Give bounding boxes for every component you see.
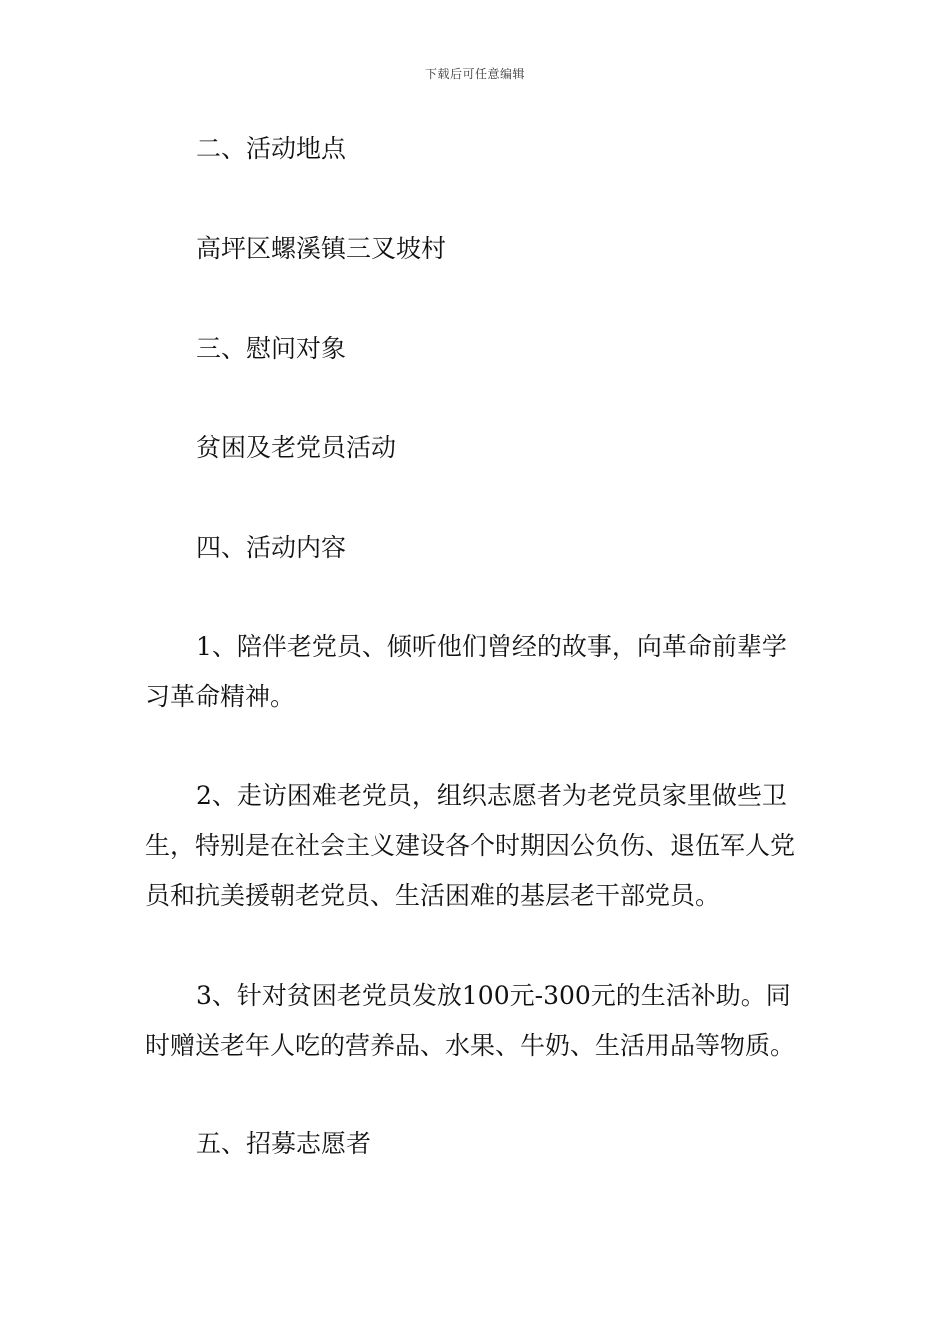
header-note: 下载后可任意编辑 (424, 67, 525, 81)
content-item-3: 3、针对贫困老党员发放100元-300元的生活补助。同时赠送老年人吃的营养品、水果、牛奶、生活用品等物质。 (145, 981, 796, 1060)
location-text: 高坪区螺溪镇三叉坡村 (196, 234, 447, 263)
content-item-2: 2、走访困难老党员，组织志愿者为老党员家里做些卫生，特别是在社会主义建设各个时期因公负伤、退伍军人党员和抗美援朝老党员、生活困难的基层老干部党员。 (145, 781, 796, 910)
section-heading-location: 二、活动地点 (196, 134, 347, 163)
content-item-1: 1、陪伴老党员、倾听他们曾经的故事，向革命前辈学习革命精神。 (145, 632, 787, 711)
section-heading-content: 四、活动内容 (196, 533, 347, 562)
section-heading-volunteers: 五、招募志愿者 (196, 1129, 372, 1158)
target-text: 贫困及老党员活动 (196, 433, 397, 462)
section-heading-target: 三、慰问对象 (196, 334, 347, 363)
